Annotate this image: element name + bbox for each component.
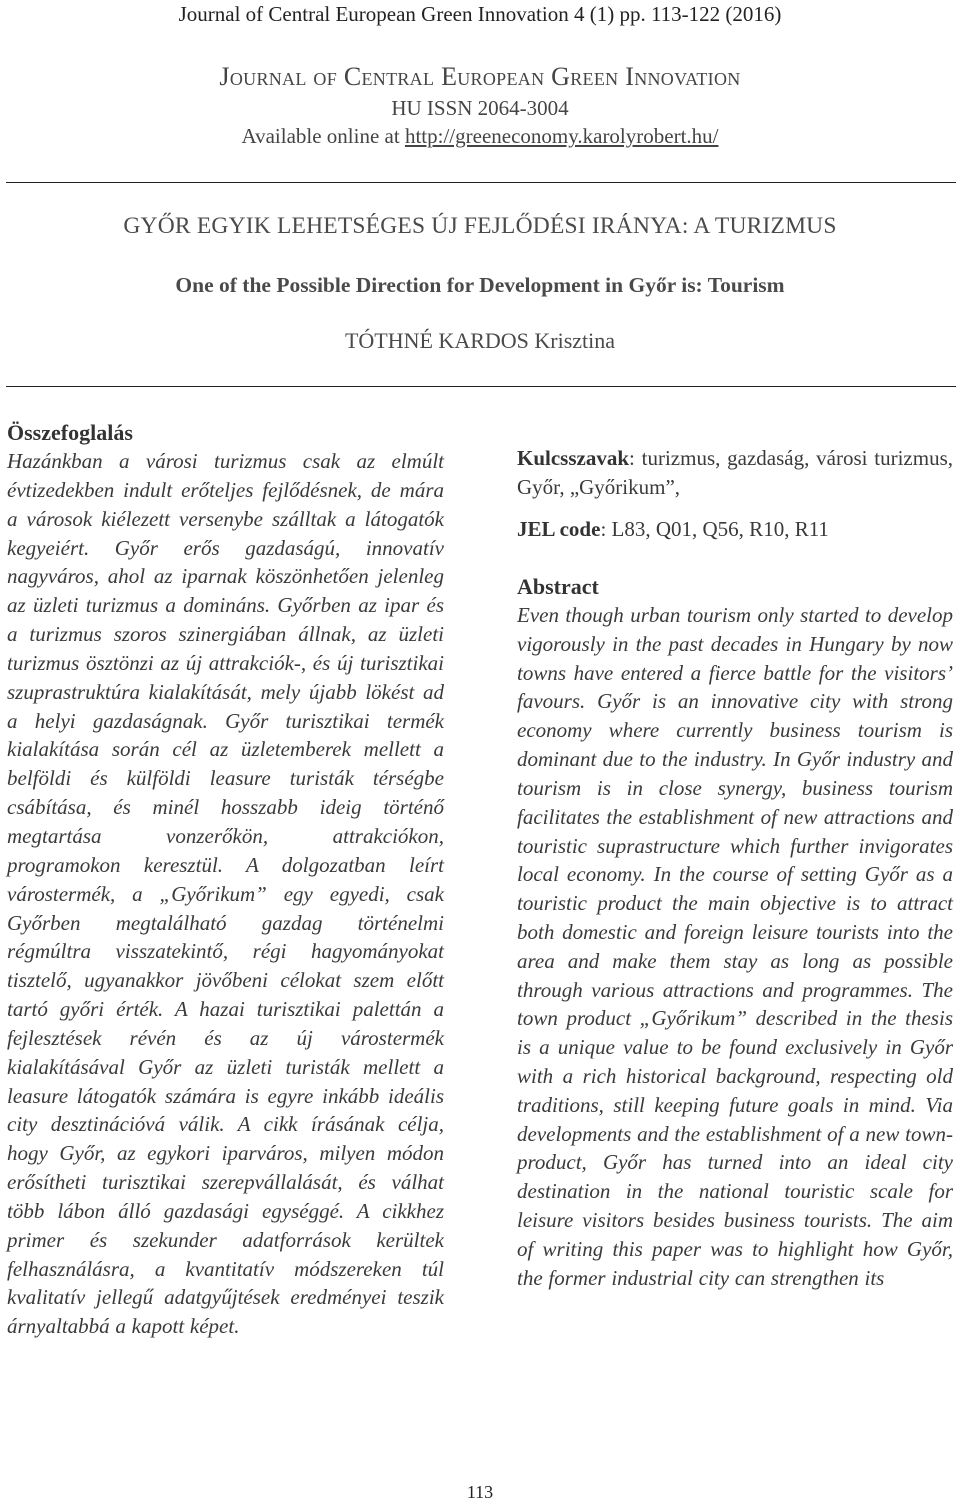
- jel-code: [517, 515, 953, 543]
- page-number: 113: [466, 1482, 494, 1502]
- summary-text: Hazánkban a városi turizmus csak az elmúlt évtizedekben indult erőteljes fejlődésnek, de mára a városok kiélezett versenybe szálltak a látogatók kegyeiért. Győr erős gazdaságú, innovatív nagyváros, ahol az iparnak köszönhetően jelenleg az üzleti turizmus a domináns. Győrben az ipar és a turizmus szoros szinergiában állnak, az üzleti turizmus ösztönzi az új attrakciók-, és új turisztikai szuprastruktúra kialakítását, mely újabb lökést ad a helyi gazdaságnak. Győr turisztikai termék kialakítása során cél az üzletemberek mellett a belföldi és külföldi leasure turisták térségbe csábítása, és minél hosszabb ideig történő megtartása vonzerőkön, attrakciókon, programokon keresztül. A dolgozatban leírt várostermék, a „Győrikum” egy egyedi, csak Győrben megtalálható gazdag történelmi régmúltra visszatekintő, régi hagyományokat tisztelő, ugyanakkor jövőbeni célokat szem előtt tartó győri érték. A hazai turisztikai palettán a fejlesztések révén és az új várostermék kialakításával Győr az üzleti turisták mellett a leasure látogatók számára is egyre inkább ideális city desztinációvá válik. A cikk írásának célja, hogy Győr, az egykori iparváros, milyen módon erősítheti turisztikai szerepvállalását, és válhat több lábon álló gazdasági egységgé. A cikkhez primer és szekunder adatforrások kerültek felhasználásra, a kvantitatív módszereken túl kvalitatív jellegű adatgyűjtések eredményei teszik árnyaltabbá a kapott képet.: [7, 449, 444, 1339]
- author: TÓTHNÉ KARDOS Krisztina: [344, 328, 616, 353]
- keywords-label: Kulcsszavak: [517, 446, 630, 470]
- keywords-text: : turizmus, gazdaság, városi turizmus, Győr, „Győrikum”,: [517, 446, 953, 499]
- abstract-text: Even though urban tourism only started to develop vigorously in the past decades in Hungary by now towns have entered a fierce battle for the visitors’ favours. Győr is an innovative city with strong economy where currently business tourism is dominant due to the industry. In Győr industry and tourism is in close synergy, business tourism facilitates the establishment of new attractions and touristic suprastructure which further invigorates local economy. In the course of setting Győr as a touristic product the main objective is to attract both domestic and foreign leisure tourists into the area and make them stay as long as possible through various attractions and programmes. The town product „Győrikum” described in the thesis is a unique value to be found exclusively in Győr with a rich historical background, respecting old traditions, still keeping future goals in mind. Via developments and the establishment of a new town-product, Győr has turned into an ideal city destination in the national touristic scale for leisure visitors besides business tourists. The aim of writing this paper was to highlight how Győr, the former industrial city can strengthen its: [517, 603, 953, 1290]
- journal-name: Journal of Central European Green Innovation: [219, 62, 741, 91]
- title-hungarian: GYŐR EGYIK LEHETSÉGES ÚJ FEJLŐDÉSI IRÁNYA: A TURIZMUS: [123, 213, 837, 239]
- keywords: [517, 444, 953, 501]
- abstract-heading: Abstract: [517, 574, 599, 599]
- issn: HU ISSN 2064-3004: [391, 96, 569, 120]
- journal-url-link[interactable]: http://greeneconomy.karolyrobert.hu/: [404, 124, 719, 148]
- header-rule: [6, 182, 956, 183]
- online-prefix: Available online at: [241, 124, 405, 148]
- summary-heading: Összefoglalás: [7, 420, 133, 445]
- running-head: Journal of Central European Green Innovation 4 (1) pp. 113-122 (2016): [178, 2, 782, 26]
- jel-label: JEL code: [517, 517, 601, 541]
- title-rule: [6, 386, 956, 387]
- summary-column: [7, 418, 444, 1341]
- jel-text: : L83, Q01, Q56, R10, R11: [600, 517, 829, 541]
- abstract-column: [517, 444, 953, 1293]
- title-english: One of the Possible Direction for Development in Győr is: Tourism: [175, 273, 785, 297]
- online-availability: [0, 124, 960, 148]
